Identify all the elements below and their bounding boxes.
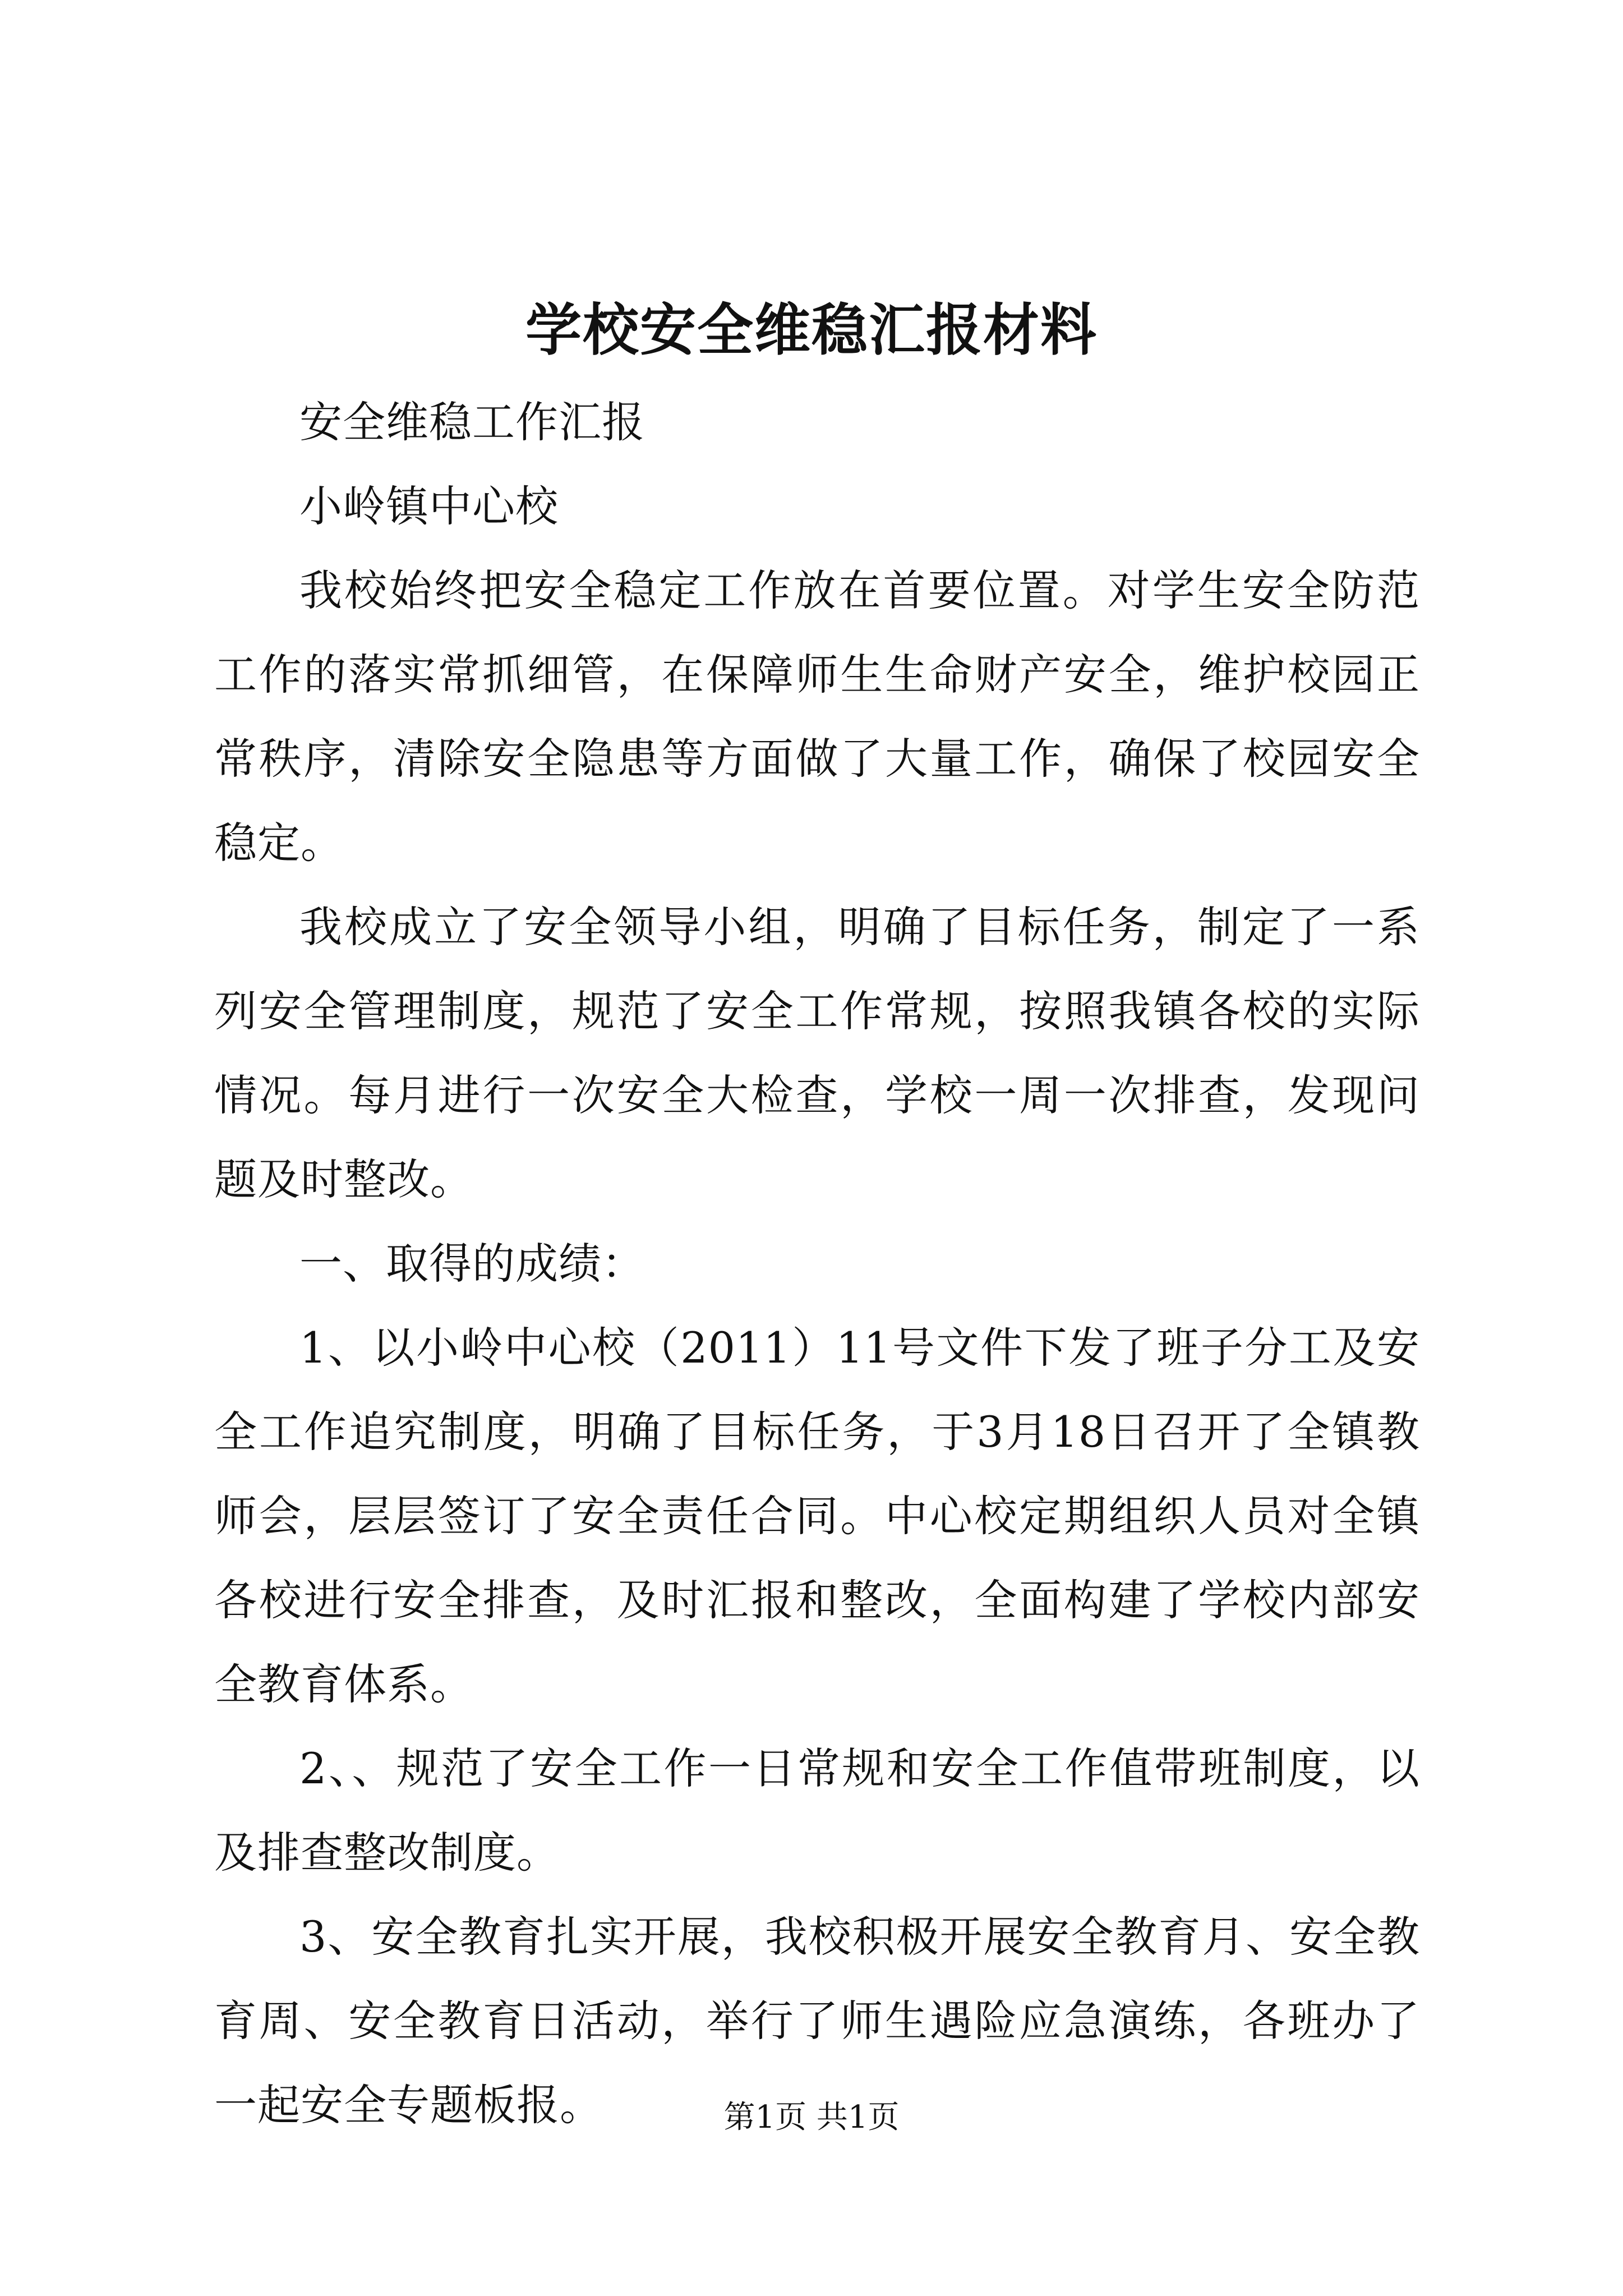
report-subtitle: 安全维稳工作汇报 — [299, 397, 645, 447]
section-heading: 一、取得的成绩： — [299, 1239, 645, 1289]
school-name: 小岭镇中心校 — [299, 481, 559, 531]
body-paragraph: 1、以小岭中心校（2011）11号文件下发了班子分工及安全工作追究制度，明确了目标任务，于3月18日召开了全镇教师会，层层签订了安全责任合同。中心校定期组织人员对全镇各校进行安全排查，及时汇报和整改，全面构建了学校内部安全教育体系。 — [214, 1323, 1420, 1709]
body-paragraph: 2、、规范了安全工作一日常规和安全工作值带班制度，以及排查整改制度。 — [214, 1743, 1420, 1878]
page-footer: 第1页 共1页 — [723, 2099, 900, 2136]
document-body — [214, 380, 1420, 2147]
body-paragraph: 3、安全教育扎实开展，我校积极开展安全教育月、安全教育周、安全教育日活动，举行了师生遇险应急演练，各班办了一起安全专题板报。 — [214, 1912, 1420, 2130]
body-paragraph: 我校成立了安全领导小组，明确了目标任务，制定了一系列安全管理制度，规范了安全工作常规，按照我镇各校的实际情况。每月进行一次安全大检查，学校一周一次排查，发现问题及时整改。 — [214, 902, 1420, 1204]
body-paragraph: 我校始终把安全稳定工作放在首要位置。对学生安全防范工作的落实常抓细管，在保障师生生命财产安全，维护校园正常秩序，清除安全隐患等方面做了大量工作，确保了校园安全稳定。 — [214, 565, 1420, 868]
document-title: 学校安全维稳汇报材料 — [525, 297, 1098, 363]
